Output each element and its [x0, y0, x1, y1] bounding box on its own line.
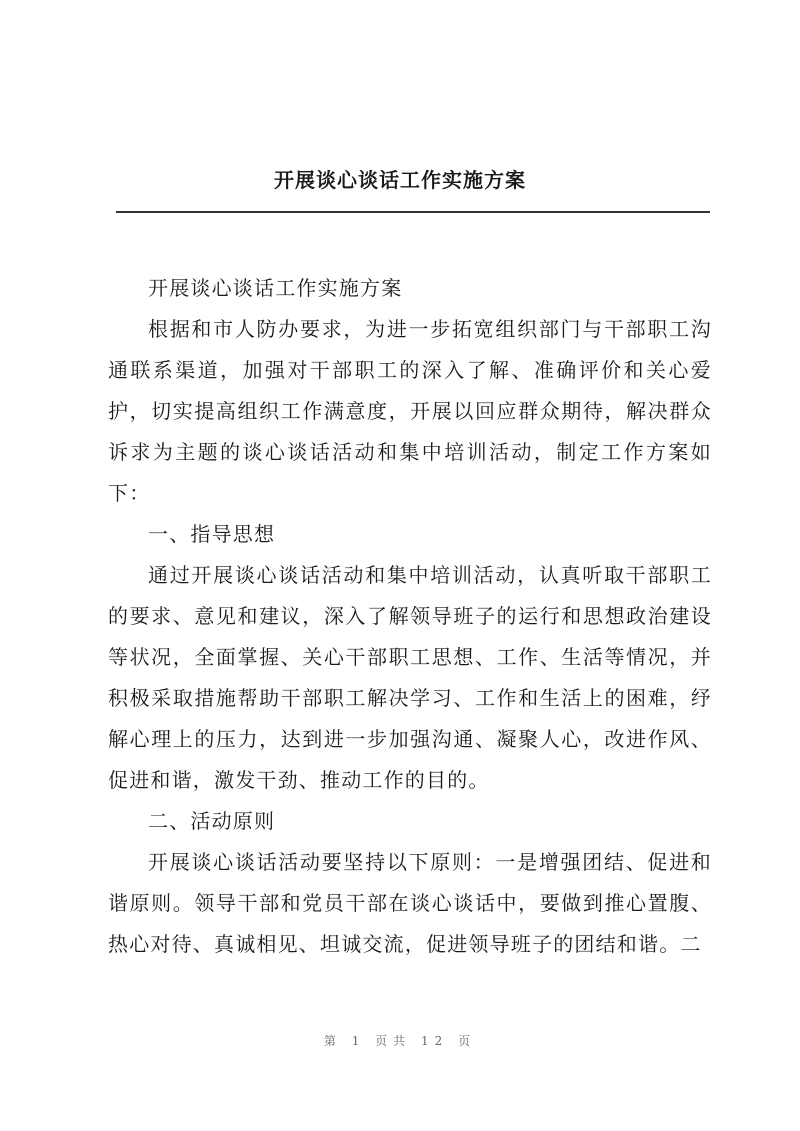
paragraph-heading: 开展谈心谈话工作实施方案: [148, 276, 403, 300]
paragraph-guiding-thought: 通过开展谈心谈话活动和集中培训活动，认真听取干部职工的要求、意见和建议，深入了解领导班子的运行和思想政治建设等状况，全面掌握、关心干部职工思想、工作、生活等情况，并积极采取措施帮助干部职工解决学习、工作和生活上的困难，纾解心理上的压力，达到进一步加强沟通、凝聚人心，改进作风、促进和谐，激发干劲、推动工作的目的。: [108, 563, 712, 792]
section-heading-principles: 二、活动原则: [148, 809, 276, 833]
document-body: [108, 268, 712, 965]
section-heading-guiding-thought: 一、指导思想: [148, 522, 276, 546]
page-title: 开展谈心谈话工作实施方案: [274, 168, 526, 192]
paragraph-intro: 根据和市人防办要求，为进一步拓宽组织部门与干部职工沟通联系渠道，加强对干部职工的深入了解、准确评价和关心爱护，切实提高组织工作满意度，开展以回应群众期待，解决群众诉求为主题的谈心谈话活动和集中培训活动，制定工作方案如下：: [108, 317, 712, 505]
title-divider: [116, 211, 710, 213]
page-number-footer: 第 1 页共 12 页: [323, 1034, 477, 1048]
paragraph-principles: 开展谈心谈话活动要坚持以下原则：一是增强团结、促进和谐原则。领导干部和党员干部在谈心谈话中，要做到推心置腹、热心对待、真诚相见、坦诚交流，促进领导班子的团结和谐。二: [108, 850, 712, 956]
